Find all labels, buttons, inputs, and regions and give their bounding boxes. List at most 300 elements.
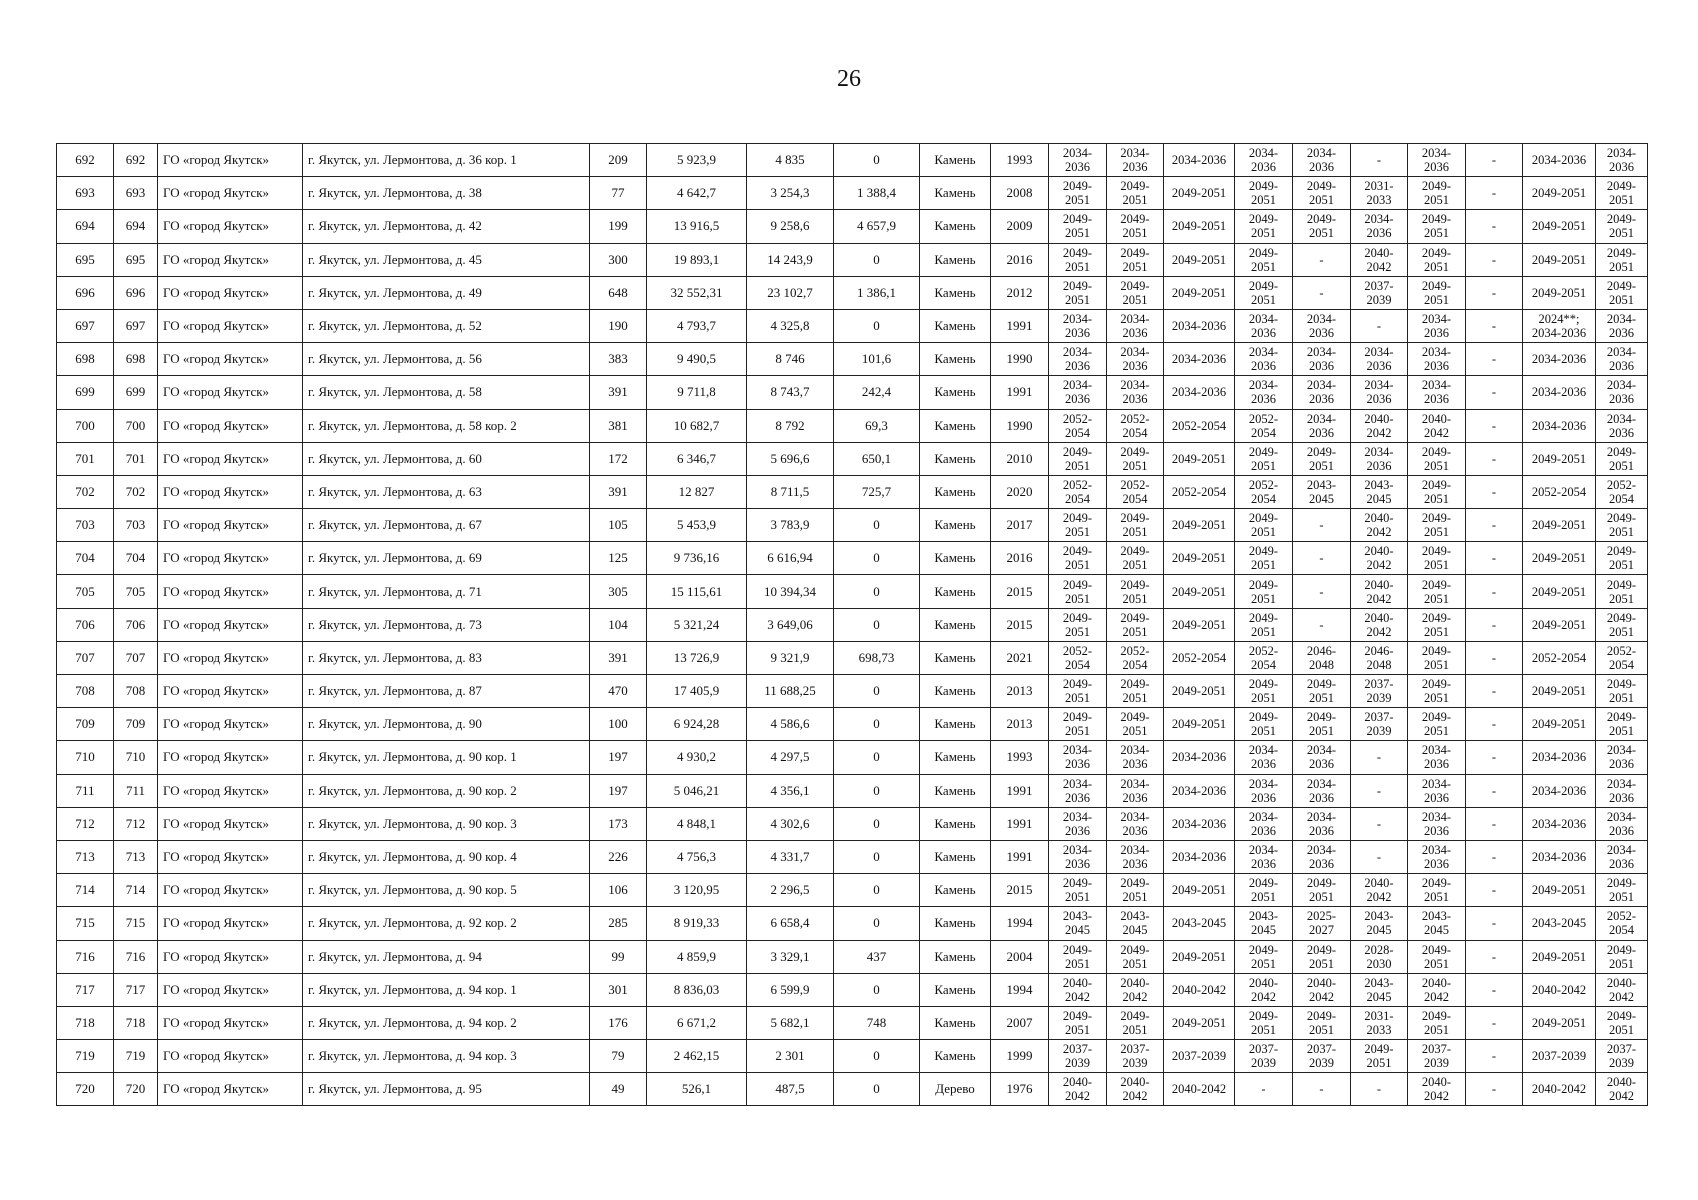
repair-period-cell: 2049-2051 — [1596, 542, 1648, 575]
living-area-cell: 4 331,7 — [747, 840, 834, 873]
repair-period-cell: 2049-2051 — [1596, 675, 1648, 708]
repair-period-cell: 2034-2036 — [1107, 840, 1164, 873]
repair-period-cell: - — [1351, 1073, 1408, 1106]
living-area-cell: 14 243,9 — [747, 243, 834, 276]
repair-period-cell: 2034-2036 — [1596, 343, 1648, 376]
repair-period-cell: 2052-2054 — [1049, 475, 1107, 508]
address-cell: г. Якутск, ул. Лермонтова, д. 90 кор. 2 — [303, 774, 590, 807]
repair-period-cell: 2049-2051 — [1107, 874, 1164, 907]
nonresidential-area-cell: 748 — [834, 1006, 920, 1039]
table-row — [57, 807, 1648, 840]
repair-period-cell: 2043-2045 — [1351, 475, 1408, 508]
nonresidential-area-cell: 69,3 — [834, 409, 920, 442]
construction-year-cell: 2007 — [991, 1006, 1049, 1039]
municipality-cell: ГО «город Якутск» — [158, 608, 303, 641]
repair-period-cell: 2049-2051 — [1235, 210, 1293, 243]
address-cell: г. Якутск, ул. Лермонтова, д. 83 — [303, 641, 590, 674]
repair-period-cell: 2037-2039 — [1351, 276, 1408, 309]
repair-period-cell: - — [1466, 542, 1523, 575]
repair-period-cell: 2034-2036 — [1107, 343, 1164, 376]
repair-period-cell: 2049-2051 — [1107, 276, 1164, 309]
row-number-cell: 717 — [57, 973, 114, 1006]
repair-period-cell: - — [1351, 309, 1408, 342]
municipality-cell: ГО «город Якутск» — [158, 276, 303, 309]
repair-period-cell: 2052-2054 — [1164, 409, 1235, 442]
construction-year-cell: 1990 — [991, 343, 1049, 376]
repair-period-cell: 2049-2051 — [1049, 210, 1107, 243]
wall-material-cell: Дерево — [920, 1073, 991, 1106]
repair-period-cell: 2049-2051 — [1107, 243, 1164, 276]
repair-period-cell: - — [1293, 608, 1351, 641]
repair-period-cell: 2049-2051 — [1235, 575, 1293, 608]
nonresidential-area-cell: 0 — [834, 973, 920, 1006]
building-number-cell: 697 — [114, 309, 158, 342]
repair-period-cell: 2040-2042 — [1596, 973, 1648, 1006]
repair-period-cell: 2049-2051 — [1523, 940, 1596, 973]
repair-period-cell: 2049-2051 — [1293, 675, 1351, 708]
repair-period-cell: 2049-2051 — [1164, 509, 1235, 542]
building-number-cell: 714 — [114, 874, 158, 907]
building-number-cell: 719 — [114, 1040, 158, 1073]
construction-year-cell: 2008 — [991, 177, 1049, 210]
repair-period-cell: 2040-2042 — [1351, 575, 1408, 608]
row-number-cell: 720 — [57, 1073, 114, 1106]
repair-period-cell: - — [1466, 343, 1523, 376]
nonresidential-area-cell: 0 — [834, 309, 920, 342]
repair-period-cell: 2049-2051 — [1049, 940, 1107, 973]
municipality-cell: ГО «город Якутск» — [158, 675, 303, 708]
repair-period-cell: 2049-2051 — [1523, 509, 1596, 542]
wall-material-cell: Камень — [920, 641, 991, 674]
nonresidential-area-cell: 0 — [834, 1073, 920, 1106]
repair-period-cell: 2034-2036 — [1164, 343, 1235, 376]
repair-period-cell: - — [1466, 973, 1523, 1006]
municipality-cell: ГО «город Якутск» — [158, 509, 303, 542]
repair-period-cell: 2049-2051 — [1293, 874, 1351, 907]
row-number-cell: 702 — [57, 475, 114, 508]
repair-period-cell: 2049-2051 — [1408, 1006, 1466, 1039]
repair-period-cell: 2049-2051 — [1235, 675, 1293, 708]
repair-period-cell: 2034-2036 — [1408, 774, 1466, 807]
address-cell: г. Якутск, ул. Лермонтова, д. 90 кор. 4 — [303, 840, 590, 873]
total-area-cell: 9 736,16 — [647, 542, 747, 575]
repair-period-cell: 2034-2036 — [1523, 807, 1596, 840]
repair-period-cell: 2037-2039 — [1235, 1040, 1293, 1073]
municipality-cell: ГО «город Якутск» — [158, 1040, 303, 1073]
wall-material-cell: Камень — [920, 177, 991, 210]
repair-period-cell: 2049-2051 — [1596, 210, 1648, 243]
repair-period-cell: 2049-2051 — [1523, 243, 1596, 276]
repair-period-cell: 2049-2051 — [1596, 874, 1648, 907]
repair-period-cell: - — [1466, 608, 1523, 641]
repair-period-cell: 2049-2051 — [1107, 210, 1164, 243]
repair-period-cell: 2049-2051 — [1235, 542, 1293, 575]
residents-cell: 172 — [590, 442, 647, 475]
residents-cell: 190 — [590, 309, 647, 342]
repair-period-cell: 2024**; 2034-2036 — [1523, 309, 1596, 342]
repair-period-cell: 2034-2036 — [1293, 376, 1351, 409]
repair-period-cell: - — [1466, 509, 1523, 542]
repair-period-cell: 2043-2045 — [1235, 907, 1293, 940]
repair-period-cell: - — [1466, 475, 1523, 508]
address-cell: г. Якутск, ул. Лермонтова, д. 95 — [303, 1073, 590, 1106]
row-number-cell: 692 — [57, 144, 114, 177]
living-area-cell: 6 616,94 — [747, 542, 834, 575]
repair-period-cell: 2049-2051 — [1049, 276, 1107, 309]
repair-period-cell: 2034-2036 — [1596, 807, 1648, 840]
total-area-cell: 13 726,9 — [647, 641, 747, 674]
repair-period-cell: - — [1466, 575, 1523, 608]
repair-period-cell: 2040-2042 — [1408, 409, 1466, 442]
total-area-cell: 4 848,1 — [647, 807, 747, 840]
address-cell: г. Якутск, ул. Лермонтова, д. 49 — [303, 276, 590, 309]
building-number-cell: 699 — [114, 376, 158, 409]
building-number-cell: 715 — [114, 907, 158, 940]
wall-material-cell: Камень — [920, 1040, 991, 1073]
repair-period-cell: 2052-2054 — [1164, 475, 1235, 508]
nonresidential-area-cell: 0 — [834, 774, 920, 807]
row-number-cell: 696 — [57, 276, 114, 309]
building-number-cell: 707 — [114, 641, 158, 674]
residents-cell: 381 — [590, 409, 647, 442]
construction-year-cell: 1991 — [991, 840, 1049, 873]
repair-period-cell: 2040-2042 — [1596, 1073, 1648, 1106]
repair-period-cell: 2049-2051 — [1523, 874, 1596, 907]
wall-material-cell: Камень — [920, 675, 991, 708]
repair-period-cell: 2043-2045 — [1049, 907, 1107, 940]
address-cell: г. Якутск, ул. Лермонтова, д. 92 кор. 2 — [303, 907, 590, 940]
nonresidential-area-cell: 0 — [834, 608, 920, 641]
residents-cell: 100 — [590, 708, 647, 741]
repair-period-cell: 2049-2051 — [1049, 708, 1107, 741]
row-number-cell: 698 — [57, 343, 114, 376]
construction-year-cell: 2015 — [991, 608, 1049, 641]
repair-period-cell: 2034-2036 — [1164, 807, 1235, 840]
repair-period-cell: 2049-2051 — [1596, 177, 1648, 210]
repair-period-cell: 2040-2042 — [1408, 973, 1466, 1006]
municipality-cell: ГО «город Якутск» — [158, 376, 303, 409]
repair-period-cell: 2049-2051 — [1235, 874, 1293, 907]
repair-period-cell: 2034-2036 — [1408, 840, 1466, 873]
living-area-cell: 11 688,25 — [747, 675, 834, 708]
municipality-cell: ГО «город Якутск» — [158, 243, 303, 276]
construction-year-cell: 1991 — [991, 309, 1049, 342]
repair-period-cell: 2034-2036 — [1107, 144, 1164, 177]
construction-year-cell: 2021 — [991, 641, 1049, 674]
living-area-cell: 3 649,06 — [747, 608, 834, 641]
nonresidential-area-cell: 0 — [834, 575, 920, 608]
row-number-cell: 719 — [57, 1040, 114, 1073]
row-number-cell: 701 — [57, 442, 114, 475]
total-area-cell: 17 405,9 — [647, 675, 747, 708]
residents-cell: 106 — [590, 874, 647, 907]
wall-material-cell: Камень — [920, 608, 991, 641]
total-area-cell: 2 462,15 — [647, 1040, 747, 1073]
table-row — [57, 509, 1648, 542]
repair-period-cell: 2049-2051 — [1523, 177, 1596, 210]
repair-period-cell: 2034-2036 — [1235, 376, 1293, 409]
repair-period-cell: 2040-2042 — [1523, 1073, 1596, 1106]
repair-period-cell: 2037-2039 — [1049, 1040, 1107, 1073]
repair-period-cell: 2034-2036 — [1107, 807, 1164, 840]
construction-year-cell: 1991 — [991, 774, 1049, 807]
row-number-cell: 714 — [57, 874, 114, 907]
row-number-cell: 715 — [57, 907, 114, 940]
repair-period-cell: - — [1466, 409, 1523, 442]
repair-period-cell: 2049-2051 — [1049, 675, 1107, 708]
repair-period-cell: 2034-2036 — [1408, 309, 1466, 342]
municipality-cell: ГО «город Якутск» — [158, 144, 303, 177]
repair-period-cell: 2034-2036 — [1293, 807, 1351, 840]
address-cell: г. Якутск, ул. Лермонтова, д. 71 — [303, 575, 590, 608]
table-row — [57, 376, 1648, 409]
repair-period-cell: - — [1466, 442, 1523, 475]
row-number-cell: 710 — [57, 741, 114, 774]
repair-period-cell: 2034-2036 — [1351, 376, 1408, 409]
table-row — [57, 840, 1648, 873]
repair-period-cell: 2034-2036 — [1596, 741, 1648, 774]
row-number-cell: 700 — [57, 409, 114, 442]
repair-period-cell: - — [1466, 1006, 1523, 1039]
repair-period-cell: 2049-2051 — [1107, 442, 1164, 475]
nonresidential-area-cell: 437 — [834, 940, 920, 973]
table-row — [57, 774, 1648, 807]
nonresidential-area-cell: 0 — [834, 144, 920, 177]
living-area-cell: 4 302,6 — [747, 807, 834, 840]
construction-year-cell: 2004 — [991, 940, 1049, 973]
repair-period-cell: 2049-2051 — [1049, 243, 1107, 276]
building-number-cell: 692 — [114, 144, 158, 177]
repair-period-cell: 2040-2042 — [1107, 1073, 1164, 1106]
total-area-cell: 6 671,2 — [647, 1006, 747, 1039]
row-number-cell: 704 — [57, 542, 114, 575]
repair-period-cell: 2034-2036 — [1523, 774, 1596, 807]
total-area-cell: 12 827 — [647, 475, 747, 508]
address-cell: г. Якутск, ул. Лермонтова, д. 69 — [303, 542, 590, 575]
total-area-cell: 10 682,7 — [647, 409, 747, 442]
repair-period-cell: - — [1235, 1073, 1293, 1106]
construction-year-cell: 2015 — [991, 575, 1049, 608]
repair-period-cell: 2049-2051 — [1107, 1006, 1164, 1039]
address-cell: г. Якутск, ул. Лермонтова, д. 94 — [303, 940, 590, 973]
address-cell: г. Якутск, ул. Лермонтова, д. 56 — [303, 343, 590, 376]
construction-year-cell: 2020 — [991, 475, 1049, 508]
repair-period-cell: 2040-2042 — [1408, 1073, 1466, 1106]
living-area-cell: 5 696,6 — [747, 442, 834, 475]
municipality-cell: ГО «город Якутск» — [158, 442, 303, 475]
construction-year-cell: 2010 — [991, 442, 1049, 475]
nonresidential-area-cell: 650,1 — [834, 442, 920, 475]
construction-year-cell: 2015 — [991, 874, 1049, 907]
repair-period-cell: 2049-2051 — [1408, 442, 1466, 475]
nonresidential-area-cell: 698,73 — [834, 641, 920, 674]
repair-period-cell: 2034-2036 — [1293, 343, 1351, 376]
building-number-cell: 705 — [114, 575, 158, 608]
repair-period-cell: - — [1466, 376, 1523, 409]
row-number-cell: 716 — [57, 940, 114, 973]
building-number-cell: 710 — [114, 741, 158, 774]
repair-period-cell: 2037-2039 — [1351, 675, 1408, 708]
repair-period-cell: 2049-2051 — [1164, 442, 1235, 475]
repair-period-cell: 2049-2051 — [1049, 1006, 1107, 1039]
repair-period-cell: 2049-2051 — [1408, 210, 1466, 243]
repair-period-cell: 2049-2051 — [1523, 575, 1596, 608]
repair-period-cell: 2049-2051 — [1049, 542, 1107, 575]
repair-period-cell: - — [1293, 243, 1351, 276]
building-number-cell: 693 — [114, 177, 158, 210]
repair-period-cell: 2034-2036 — [1049, 376, 1107, 409]
building-number-cell: 703 — [114, 509, 158, 542]
total-area-cell: 5 923,9 — [647, 144, 747, 177]
address-cell: г. Якутск, ул. Лермонтова, д. 67 — [303, 509, 590, 542]
construction-year-cell: 1991 — [991, 376, 1049, 409]
total-area-cell: 9 490,5 — [647, 343, 747, 376]
repair-period-cell: 2049-2051 — [1164, 608, 1235, 641]
wall-material-cell: Камень — [920, 243, 991, 276]
repair-period-cell: - — [1466, 708, 1523, 741]
table-row — [57, 409, 1648, 442]
residents-cell: 125 — [590, 542, 647, 575]
address-cell: г. Якутск, ул. Лермонтова, д. 94 кор. 2 — [303, 1006, 590, 1039]
repair-period-cell: 2049-2051 — [1235, 608, 1293, 641]
repair-period-cell: 2034-2036 — [1408, 807, 1466, 840]
repair-period-cell: - — [1351, 741, 1408, 774]
repair-period-cell: 2040-2042 — [1351, 409, 1408, 442]
repair-period-cell: 2049-2051 — [1596, 708, 1648, 741]
municipality-cell: ГО «город Якутск» — [158, 409, 303, 442]
repair-period-cell: 2034-2036 — [1523, 376, 1596, 409]
row-number-cell: 712 — [57, 807, 114, 840]
repair-period-cell: 2049-2051 — [1293, 708, 1351, 741]
repair-period-cell: 2037-2039 — [1107, 1040, 1164, 1073]
repair-period-cell: - — [1351, 840, 1408, 873]
repair-period-cell: - — [1466, 144, 1523, 177]
repair-period-cell: 2034-2036 — [1049, 840, 1107, 873]
row-number-cell: 705 — [57, 575, 114, 608]
repair-period-cell: 2034-2036 — [1049, 343, 1107, 376]
repair-period-cell: 2034-2036 — [1049, 309, 1107, 342]
total-area-cell: 4 930,2 — [647, 741, 747, 774]
repair-period-cell: 2034-2036 — [1107, 741, 1164, 774]
repair-period-cell: 2037-2039 — [1596, 1040, 1648, 1073]
wall-material-cell: Камень — [920, 210, 991, 243]
municipality-cell: ГО «город Якутск» — [158, 708, 303, 741]
wall-material-cell: Камень — [920, 376, 991, 409]
repair-period-cell: 2034-2036 — [1351, 343, 1408, 376]
repair-period-cell: 2034-2036 — [1164, 309, 1235, 342]
repair-period-cell: 2049-2051 — [1523, 1006, 1596, 1039]
construction-year-cell: 2013 — [991, 675, 1049, 708]
residents-cell: 199 — [590, 210, 647, 243]
municipality-cell: ГО «город Якутск» — [158, 1006, 303, 1039]
row-number-cell: 703 — [57, 509, 114, 542]
repair-period-cell: 2049-2051 — [1408, 509, 1466, 542]
municipality-cell: ГО «город Якутск» — [158, 874, 303, 907]
living-area-cell: 4 835 — [747, 144, 834, 177]
address-cell: г. Якутск, ул. Лермонтова, д. 60 — [303, 442, 590, 475]
living-area-cell: 4 586,6 — [747, 708, 834, 741]
repair-period-cell: 2043-2045 — [1523, 907, 1596, 940]
repair-period-cell: 2034-2036 — [1164, 774, 1235, 807]
repair-period-cell: 2049-2051 — [1293, 210, 1351, 243]
address-cell: г. Якутск, ул. Лермонтова, д. 45 — [303, 243, 590, 276]
repair-period-cell: 2052-2054 — [1596, 907, 1648, 940]
repair-period-cell: 2034-2036 — [1049, 774, 1107, 807]
row-number-cell: 708 — [57, 675, 114, 708]
repair-period-cell: 2049-2051 — [1107, 675, 1164, 708]
repair-period-cell: 2049-2051 — [1408, 243, 1466, 276]
total-area-cell: 526,1 — [647, 1073, 747, 1106]
municipality-cell: ГО «город Якутск» — [158, 741, 303, 774]
nonresidential-area-cell: 725,7 — [834, 475, 920, 508]
repair-period-cell: 2034-2036 — [1523, 343, 1596, 376]
living-area-cell: 9 258,6 — [747, 210, 834, 243]
nonresidential-area-cell: 0 — [834, 840, 920, 873]
repair-period-cell: 2052-2054 — [1049, 409, 1107, 442]
nonresidential-area-cell: 1 386,1 — [834, 276, 920, 309]
address-cell: г. Якутск, ул. Лермонтова, д. 63 — [303, 475, 590, 508]
repair-period-cell: 2049-2051 — [1164, 210, 1235, 243]
row-number-cell: 707 — [57, 641, 114, 674]
repair-period-cell: 2049-2051 — [1293, 1006, 1351, 1039]
construction-year-cell: 2009 — [991, 210, 1049, 243]
repair-period-cell: 2049-2051 — [1164, 708, 1235, 741]
repair-period-cell: 2034-2036 — [1408, 343, 1466, 376]
nonresidential-area-cell: 0 — [834, 542, 920, 575]
repair-period-cell: 2043-2045 — [1293, 475, 1351, 508]
repair-period-cell: - — [1466, 641, 1523, 674]
building-number-cell: 696 — [114, 276, 158, 309]
repair-period-cell: 2049-2051 — [1596, 1006, 1648, 1039]
municipality-cell: ГО «город Якутск» — [158, 940, 303, 973]
living-area-cell: 9 321,9 — [747, 641, 834, 674]
table-row — [57, 874, 1648, 907]
wall-material-cell: Камень — [920, 409, 991, 442]
repair-period-cell: 2043-2045 — [1164, 907, 1235, 940]
total-area-cell: 5 321,24 — [647, 608, 747, 641]
repair-period-cell: - — [1466, 177, 1523, 210]
nonresidential-area-cell: 0 — [834, 675, 920, 708]
wall-material-cell: Камень — [920, 874, 991, 907]
repair-period-cell: 2049-2051 — [1408, 708, 1466, 741]
repair-period-cell: - — [1351, 144, 1408, 177]
repair-period-cell: 2049-2051 — [1164, 276, 1235, 309]
wall-material-cell: Камень — [920, 343, 991, 376]
living-area-cell: 2 296,5 — [747, 874, 834, 907]
repair-period-cell: 2040-2042 — [1049, 1073, 1107, 1106]
repair-period-cell: 2040-2042 — [1351, 542, 1408, 575]
repair-period-cell: 2049-2051 — [1408, 675, 1466, 708]
repair-period-cell: 2040-2042 — [1351, 243, 1408, 276]
repair-period-cell: 2052-2054 — [1107, 641, 1164, 674]
repair-period-cell: 2034-2036 — [1235, 774, 1293, 807]
repair-period-cell: 2049-2051 — [1235, 177, 1293, 210]
repair-period-cell: 2040-2042 — [1523, 973, 1596, 1006]
table-row — [57, 1040, 1648, 1073]
wall-material-cell: Камень — [920, 741, 991, 774]
repair-period-cell: 2037-2039 — [1523, 1040, 1596, 1073]
address-cell: г. Якутск, ул. Лермонтова, д. 90 кор. 5 — [303, 874, 590, 907]
repair-period-cell: 2049-2051 — [1164, 940, 1235, 973]
repair-period-cell: 2049-2051 — [1408, 276, 1466, 309]
repair-period-cell: 2049-2051 — [1596, 575, 1648, 608]
repair-period-cell: 2052-2054 — [1596, 475, 1648, 508]
repair-period-cell: 2049-2051 — [1408, 641, 1466, 674]
repair-period-cell: 2052-2054 — [1235, 409, 1293, 442]
table-row — [57, 940, 1648, 973]
repair-period-cell: 2043-2045 — [1351, 973, 1408, 1006]
repair-period-cell: - — [1466, 840, 1523, 873]
